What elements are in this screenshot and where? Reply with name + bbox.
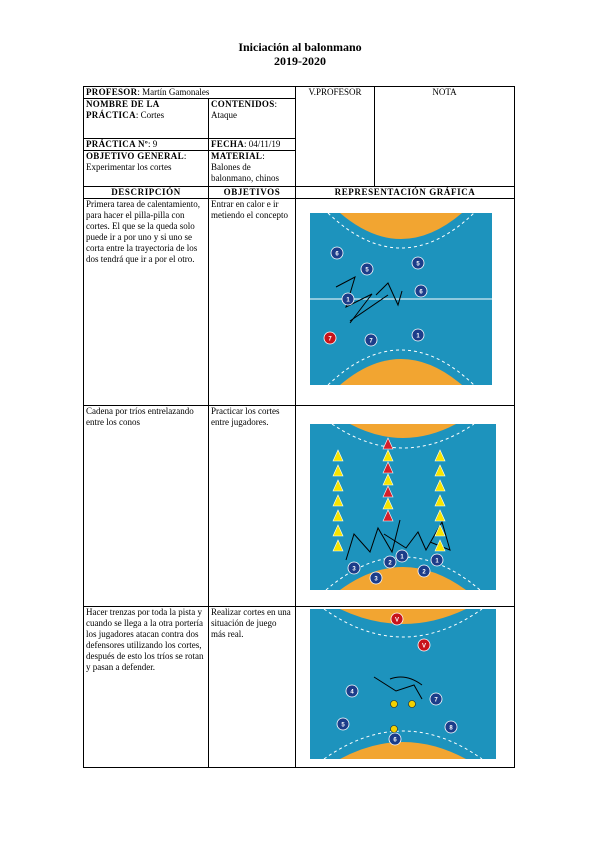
svg-text:7: 7 [328,336,332,343]
row1-graphic [296,199,515,406]
svg-text:1: 1 [346,297,350,304]
player-marker [384,556,396,568]
svg-text:6: 6 [393,737,397,744]
player-marker [415,285,427,297]
svg-text:V: V [395,617,400,624]
svg-text:V: V [422,643,427,650]
svg-text:4: 4 [350,689,354,696]
nombre-cell: NOMBRE DE LA PRÁCTICA: Cortes [84,99,209,139]
contenidos-cell: CONTENIDOS: Ataque [209,99,296,139]
row2-graphic [296,406,515,607]
ball-icon [391,726,398,733]
player-marker [342,293,354,305]
svg-text:1: 1 [435,558,439,565]
court-diagram-2 [296,406,512,606]
court-diagram-1 [296,199,512,405]
practica-cell: PRÁCTICA Nº: 9 [84,139,209,151]
court-diagram-3 [296,607,512,767]
svg-text:3: 3 [374,576,378,583]
fecha-cell: FECHA: 04/11/19 [209,139,296,151]
row3-graphic [296,607,515,768]
svg-text:1: 1 [416,333,420,340]
practice-sheet [83,86,515,768]
player-marker [346,685,358,697]
player-marker [412,257,424,269]
row2-objetivo: Practicar los cortes entre jugadores. [209,406,296,607]
player-marker [324,332,336,344]
player-marker [365,334,377,346]
col-descripcion: DESCRIPCIÓN [84,187,209,199]
row3-descripcion: Hacer trenzas por toda la pista y cuando se llega a la otra portería los jugadores atacan contra dos defensores utilizando los cortes, después de esto los tríos se rotan y pasan a defender. [84,607,209,768]
player-marker [431,554,443,566]
svg-text:7: 7 [369,338,373,345]
row1-descripcion: Primera tarea de calentamiento, para hacer el pilla-pilla con cortes. El que se la queda solo puede ir a por uno y si uno se corta entre la trayectoria de los dos tendrá que ir a por el otro. [84,199,209,406]
nota-cell: NOTA [375,87,515,187]
svg-text:7: 7 [434,697,438,704]
player-marker [445,721,457,733]
objetivo-general-cell: OBJETIVO GENERAL: Experimentar los cortes [84,151,209,187]
svg-text:6: 6 [419,289,423,296]
player-marker [418,639,430,651]
player-marker [418,565,430,577]
col-representacion: REPRESENTACIÓN GRÁFICA [296,187,515,199]
material-cell: MATERIAL: Balones de balonmano, chinos [209,151,296,187]
row2-descripcion: Cadena por tríos entrelazando entre los conos [84,406,209,607]
doc-year: 2019-2020 [274,54,326,68]
player-marker [337,718,349,730]
svg-text:8: 8 [449,725,453,732]
svg-text:3: 3 [352,566,356,573]
svg-text:2: 2 [422,569,426,576]
vprofesor-cell: V.PROFESOR [296,87,375,187]
player-marker [412,329,424,341]
ball-icon [409,701,416,708]
profesor-cell: PROFESOR: Martín Gamonales [84,87,296,99]
svg-text:5: 5 [416,261,420,268]
svg-text:6: 6 [335,251,339,258]
player-marker [370,572,382,584]
player-marker [391,613,403,625]
row1-objetivo: Entrar en calor e ir metiendo el concepto [209,199,296,406]
player-marker [331,247,343,259]
ball-icon [391,701,398,708]
row3-objetivo: Realizar cortes en una situación de juego más real. [209,607,296,768]
svg-text:5: 5 [341,722,345,729]
svg-text:1: 1 [400,554,404,561]
col-objetivos: OBJETIVOS [209,187,296,199]
player-marker [361,263,373,275]
svg-text:5: 5 [365,267,369,274]
svg-text:2: 2 [388,560,392,567]
player-marker [348,562,360,574]
doc-title: Iniciación al balonmano [238,40,362,54]
player-marker [430,693,442,705]
player-marker [389,733,401,745]
player-marker [396,550,408,562]
